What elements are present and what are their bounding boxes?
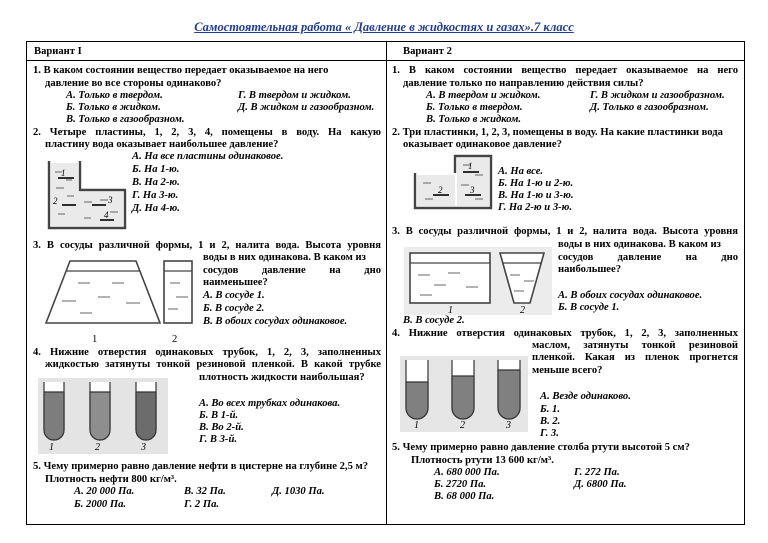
v2-q4-text-3: пленкой. Какая из пленок прогнется bbox=[532, 352, 738, 363]
v2-q4-option-g: Г. 3. bbox=[540, 428, 559, 439]
v2-q3-text-2: воды в них одинакова. В каком из bbox=[558, 239, 721, 250]
v1-q3-option-b: Б. В сосуде 2. bbox=[203, 303, 265, 314]
v1-q3-option-a: А. В сосуде 1. bbox=[203, 290, 265, 301]
v1-q2-fig-label-3: 3 bbox=[108, 195, 113, 205]
v2-q4-text-4: меньше всего? bbox=[532, 365, 603, 376]
v1-q4-text-1: 4. Нижние отверстия одинаковых трубок, 1, 2, 3, заполненных bbox=[33, 347, 381, 358]
v1-q2-fig-label-4: 4 bbox=[104, 210, 109, 220]
v1-q2-fig-label-1: 1 bbox=[61, 168, 66, 178]
v1-q2-option-d: Д. На 4-ю. bbox=[132, 203, 180, 214]
v2-q4-fig-label-3: 3 bbox=[506, 420, 511, 431]
v1-q1-option-d: Д. В жидком и газообразном. bbox=[238, 102, 375, 113]
v2-q2-fig-label-1: 1 bbox=[468, 161, 473, 171]
v1-q3-text-1: 3. В сосуды различной формы, 1 и 2, налита вода. Высота уровня bbox=[33, 240, 381, 251]
header-divider bbox=[26, 60, 744, 61]
v1-q1-text-2: давление во все стороны одинаково? bbox=[45, 78, 222, 89]
v1-q4-option-v: В. Во 2-й. bbox=[199, 422, 244, 433]
v1-q1-option-a: А. Только в твердом. bbox=[66, 90, 163, 101]
v1-q1-option-g: Г. В твердом и жидком. bbox=[238, 90, 351, 101]
v1-q1-option-v: В. Только в газообразном. bbox=[66, 114, 185, 125]
v2-q1-option-a: А. В твердом и жидком. bbox=[426, 90, 541, 101]
v1-q1-text-1: 1. В каком состоянии вещество передает оказываемое на него bbox=[33, 65, 329, 76]
v2-q2-text-2: оказывает одинаковое давление? bbox=[403, 139, 562, 150]
v2-q1-option-g: Г. В жидком и газообразном. bbox=[590, 90, 725, 101]
v1-q3-text-4: наименьшее? bbox=[203, 277, 268, 288]
v2-q3-option-v: В. В сосуде 2. bbox=[403, 315, 465, 326]
v1-q2-fig-label-2: 2 bbox=[53, 196, 58, 206]
v1-q2-text-1: 2. Четыре пластины, 1, 2, 3, 4, помещены в воду. На какую bbox=[33, 127, 381, 138]
v1-q2-option-a: А. На все пластины одинаковое. bbox=[132, 151, 284, 162]
v1-q4-option-g: Г. В 3-й. bbox=[199, 434, 237, 445]
v2-q3-text-3: сосудов давление на дно bbox=[558, 252, 738, 263]
v2-q5-text-1: 5. Чему примерно равно давление столба ртути высотой 5 см? bbox=[392, 442, 690, 453]
v2-q2-fig-label-3: 3 bbox=[470, 185, 475, 195]
v2-q3-text-1: 3. В сосуды различной формы, 1 и 2, налита вода. Высота уровня bbox=[392, 226, 738, 237]
v2-q4-fig-label-1: 1 bbox=[414, 420, 419, 431]
v1-q1-option-b: Б. Только в жидком. bbox=[66, 102, 161, 113]
v2-q2-option-b: Б. На 1-ю и 2-ю. bbox=[498, 178, 574, 189]
v2-q4-text-2: маслом, затянуты тонкой резиновой bbox=[532, 340, 738, 351]
v1-q4-fig-label-2: 2 bbox=[95, 442, 100, 453]
v1-q5-option-a: А. 20 000 Па. bbox=[74, 486, 135, 497]
v1-q5-option-g: Г. 2 Па. bbox=[184, 499, 220, 510]
v2-q3-option-b: Б. В сосуде 1. bbox=[558, 302, 620, 313]
v1-q3-text-3: сосудов давление на дно bbox=[203, 265, 381, 276]
v2-q1-text-1: 1. В каком состоянии вещество передает оказываемое на него bbox=[392, 65, 738, 76]
v1-q2-option-b: Б. На 1-ю. bbox=[132, 164, 180, 175]
v2-q4-option-a: А. Везде одинаково. bbox=[540, 391, 631, 402]
v1-q4-option-a: А. Во всех трубках одинакова. bbox=[199, 398, 341, 409]
v1-q3-fig-label-2: 2 bbox=[172, 334, 178, 345]
column-divider bbox=[386, 41, 387, 524]
v2-q1-option-d: Д. Только в газообразном. bbox=[590, 102, 709, 113]
v1-q5-option-b: Б. 2000 Па. bbox=[74, 499, 127, 510]
v2-q1-option-b: Б. Только в твердом. bbox=[426, 102, 523, 113]
v1-q5-option-v: В. 32 Па. bbox=[184, 486, 226, 497]
v1-q2-vessel-figure bbox=[44, 158, 130, 232]
v2-q4-option-b: Б. 1. bbox=[540, 404, 560, 415]
v1-q2-option-v: В. На 2-ю. bbox=[132, 177, 180, 188]
v2-q3-fig-label-1: 1 bbox=[448, 305, 453, 316]
v2-q2-text-1: 2. Три пластинки, 1, 2, 3, помещены в воду. На какие пластинки вода bbox=[392, 127, 723, 138]
v2-q3-option-a: А. В обоих сосудах одинаковое. bbox=[558, 290, 703, 301]
v2-q2-option-a: А. На все. bbox=[498, 166, 544, 177]
v1-q2-text-2: пластину вода оказывает наибольшее давление? bbox=[45, 139, 279, 150]
v1-q2-option-g: Г. На 3-ю. bbox=[132, 190, 179, 201]
v2-q3-fig-label-2: 2 bbox=[520, 305, 525, 316]
v2-q5-text-2: Плотность ртути 13 600 кг/м³. bbox=[411, 455, 554, 466]
v1-q4-option-b: Б. В 1-й. bbox=[199, 410, 239, 421]
v2-q4-text-1: 4. Нижние отверстия одинаковых трубок, 1, 2, 3, заполненных bbox=[392, 328, 738, 339]
v2-q4-option-v: В. 2. bbox=[540, 416, 561, 427]
v2-q1-text-2: давление только по направлению действия силы? bbox=[403, 78, 644, 89]
v2-q2-vessel-figure bbox=[411, 153, 494, 211]
v1-q3-text-2: воды в них одинакова. В каком из bbox=[203, 252, 366, 263]
v2-q3-text-4: наибольшее? bbox=[558, 264, 622, 275]
v1-q3-vessels-figure bbox=[40, 255, 198, 327]
v2-q5-option-a: А. 680 000 Па. bbox=[434, 467, 500, 478]
v2-q5-option-v: В. 68 000 Па. bbox=[434, 491, 495, 502]
v2-q4-tubes-figure bbox=[400, 356, 528, 432]
variant-2-label: Вариант 2 bbox=[403, 46, 452, 57]
v1-q5-text-1: 5. Чему примерно равно давление нефти в цистерне на глубине 2,5 м? bbox=[33, 461, 369, 472]
v2-q5-option-b: Б. 2720 Па. bbox=[434, 479, 487, 490]
v2-q2-option-g: Г. На 2-ю и 3-ю. bbox=[498, 202, 573, 213]
v1-q4-fig-label-1: 1 bbox=[49, 442, 54, 453]
variant-1-label: Вариант I bbox=[34, 46, 82, 57]
v2-q2-fig-label-2: 2 bbox=[438, 185, 443, 195]
v1-q4-tubes-figure bbox=[38, 378, 168, 454]
v2-q2-option-v: В. На 1-ю и 3-ю. bbox=[498, 190, 574, 201]
v1-q5-option-d: Д. 1030 Па. bbox=[272, 486, 325, 497]
v1-q5-text-2: Плотность нефти 800 кг/м³. bbox=[45, 474, 177, 485]
page-title: Самостоятельная работа « Давление в жидкостях и газах».7 класс bbox=[194, 20, 574, 34]
v1-q3-option-v: В. В обоих сосудах одинаковое. bbox=[203, 316, 348, 327]
v2-q4-fig-label-2: 2 bbox=[460, 420, 465, 431]
v1-q4-text-3: плотность жидкости наибольшая? bbox=[199, 372, 365, 383]
v1-q4-fig-label-3: 3 bbox=[141, 442, 146, 453]
v1-q3-fig-label-1: 1 bbox=[92, 334, 98, 345]
v2-q3-vessels-figure bbox=[404, 247, 552, 315]
v2-q5-option-g: Г. 272 Па. bbox=[574, 467, 620, 478]
v1-q4-text-2: жидкостью затянуты тонкой резиновой пленкой. В какой трубке bbox=[45, 359, 381, 370]
v2-q5-option-d: Д. 6800 Па. bbox=[574, 479, 627, 490]
v2-q1-option-v: В. Только в жидком. bbox=[426, 114, 522, 125]
